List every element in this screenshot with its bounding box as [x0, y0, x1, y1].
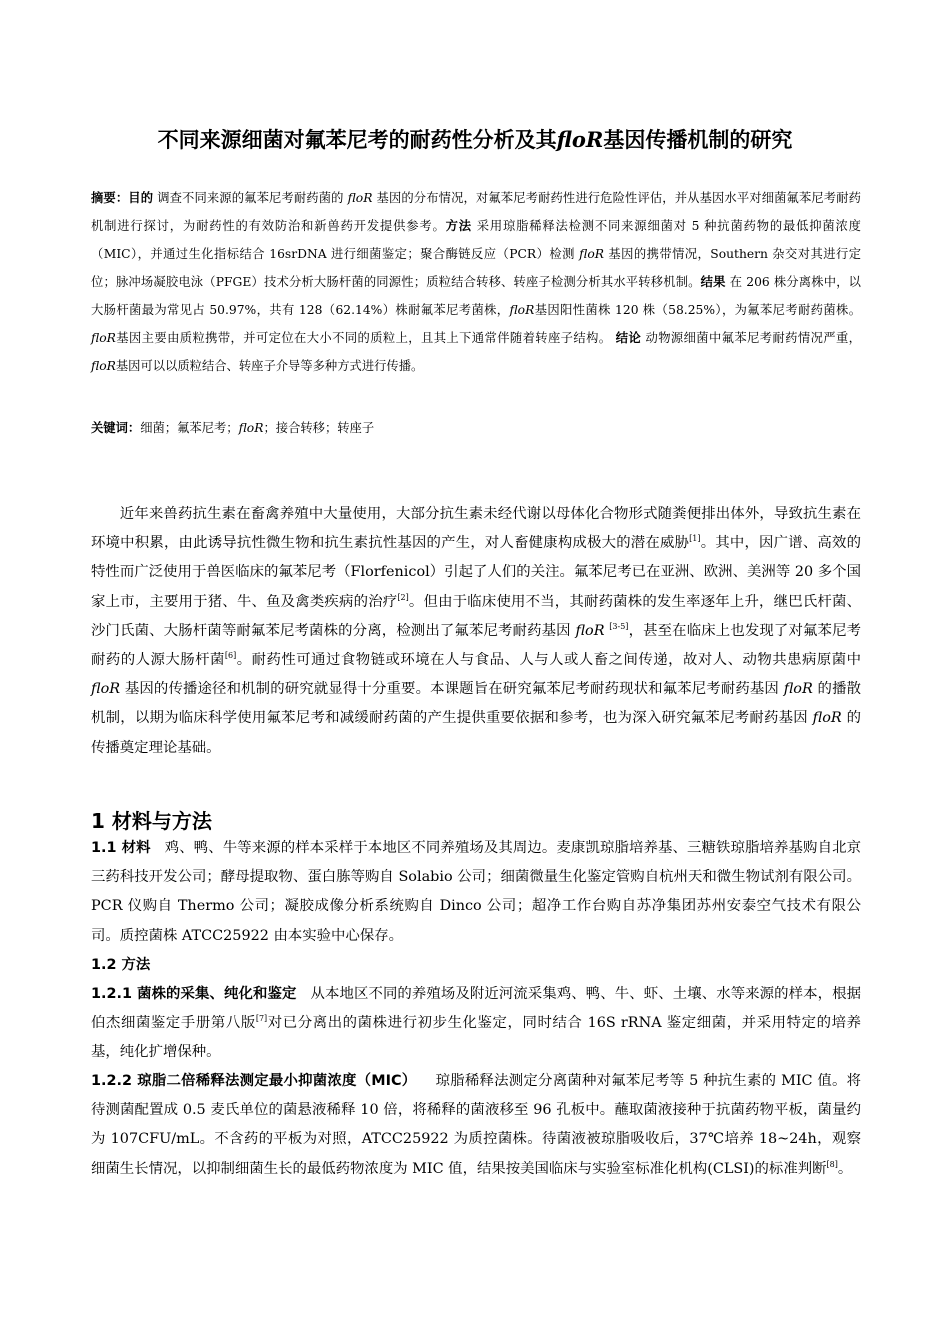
- citation: [7]: [255, 1014, 268, 1024]
- method-paragraph-text: 琼脂稀释法测定分离菌种对氟苯尼考等 5 种抗生素的 MIC 值。将待测菌配置成 0.5 麦氏单位的菌悬液稀释 10 倍，将稀释的菌液移至 96 孔板中。蘸取菌液接种于抗菌药物平板，菌量约为 107CFU/mL。不含药的平板为对照，ATCC25922 为质控菌株。待菌液被琼脂吸收后，37℃培养 18~24h，观察细菌生长情况，以抑制细菌生长的最低药物浓度为 MIC 值，结果按美国临床与实验室标准化机构(CLSI)的标准判断: [91, 1073, 861, 1177]
- keywords: [91, 414, 374, 442]
- title-text-before: 不同来源细菌对氟苯尼考的耐药性分析及其: [157, 128, 557, 152]
- title-text-after: 基因传播机制的研究: [603, 128, 793, 152]
- gene-name: floR: [812, 710, 842, 727]
- intro-text: 的传播奠定理论基础。: [91, 710, 862, 756]
- citation: [3-5]: [609, 621, 629, 631]
- gene-name: floR: [579, 247, 605, 261]
- gene-name: floR: [91, 359, 116, 373]
- paper-title: [60, 124, 890, 156]
- title-gene-name: floR: [556, 127, 604, 152]
- section-1-2-1: [91, 980, 861, 1068]
- citation: [8]: [826, 1159, 838, 1169]
- objective-label: 目的: [128, 191, 154, 205]
- gene-name: floR: [575, 622, 605, 639]
- objective-text-cont: 基因的分布情况，对氟苯尼考耐药性进行危险性评估，并从基因水平对细菌氟苯尼考耐药机制进行探讨，为耐药性的有效防治和新兽药开发提供参考。: [91, 191, 861, 233]
- abstract: [91, 184, 861, 380]
- section-heading-materials-methods: 1 材料与方法: [91, 809, 212, 833]
- method-text-cont: 基因的携带情况，Southern 杂交对其进行定位；脉冲场凝胶电泳（PFGE）技术分析大肠杆菌的同源性；质粒结合转移、转座子检测分析其水平转移机制。: [91, 247, 861, 289]
- keywords-text-cont: ；接合转移；转座子: [263, 421, 375, 435]
- gene-name: floR: [347, 191, 373, 205]
- subsection-label: 1.2.2 琼脂二倍稀释法测定最小抑菌浓度（MIC）: [91, 1073, 417, 1089]
- intro-text: ，甚至在临床上也发现了对氟苯尼考耐药的人源大肠杆菌: [91, 622, 862, 669]
- result-label: 结果: [700, 275, 726, 289]
- subsection-label: 1.1 材料: [91, 840, 151, 856]
- section-1-2-2: [91, 1067, 861, 1184]
- intro-text: 。耐药性可通过食物链或环境在人与食品、人与人或人畜之间传递，故对人、动物共患病原菌中: [236, 652, 861, 669]
- method-paragraph-text-cont: 。: [837, 1160, 853, 1177]
- gene-name: floR: [91, 331, 116, 345]
- citation: [1]: [689, 534, 701, 544]
- gene-name: floR: [238, 421, 264, 435]
- method-paragraph-text: 从本地区不同的养殖场及附近河流采集鸡、鸭、牛、虾、土壤、水等来源的样本，根据伯杰细菌鉴定手册第八版: [91, 986, 861, 1032]
- result-text-end: 基因主要由质粒携带，并可定位在大小不同的质粒上，且其上下通常伴随着转座子结构。: [115, 331, 612, 345]
- keywords-text: 细菌；氟苯尼考；: [140, 421, 239, 435]
- method-paragraph-text-cont: 对已分离出的菌株进行初步生化鉴定，同时结合 16S rRNA 鉴定细菌，并采用特定的培养基，纯化扩增保种。: [91, 1015, 861, 1061]
- intro-text: 的播散机制，以期为临床科学使用氟苯尼考和减缓耐药菌的产生提供重要依据和参考，也为深入研究氟苯尼考耐药基因: [91, 681, 862, 727]
- intro-text: 近年来兽药抗生素在畜禽养殖中大量使用，大部分抗生素未经代谢以母体化合物形式随粪便排出体外，导致抗生素在环境中积累，由此诱导抗性微生物和抗生素抗性基因的产生，对人畜健康构成极大的潜在威胁: [91, 506, 861, 552]
- citation: [6]: [224, 651, 237, 661]
- method-label: 方法: [445, 219, 472, 233]
- intro-text: 基因的传播途径和机制的研究就显得十分重要。本课题旨在研究氟苯尼考耐药现状和氟苯尼考耐药基因: [124, 681, 779, 698]
- introduction-paragraph: [91, 500, 861, 763]
- conclusion-text-cont: 基因可以以质粒结合、转座子介导等多种方式进行传播。: [115, 359, 424, 373]
- citation: [2]: [397, 592, 409, 602]
- gene-name: floR: [509, 303, 535, 317]
- keywords-label: 关键词：: [91, 421, 141, 435]
- gene-name: floR: [91, 681, 121, 698]
- section-1-1-materials: [91, 834, 861, 951]
- gene-name: floR: [783, 681, 813, 698]
- method-text: 采用琼脂稀释法检测不同来源细菌对 5 种抗菌药物的最低抑菌浓度（MIC），并通过生化指标结合 16srDNA 进行细菌鉴定；聚合酶链反应（PCR）检测: [91, 219, 861, 261]
- abstract-label: 摘要：: [91, 191, 129, 205]
- result-text: 在 206 株分离株中，以大肠杆菌最为常见占 50.97%，共有 128（62.14%）株耐氟苯尼考菌株，: [91, 275, 861, 317]
- objective-text: 调查不同来源的氟苯尼考耐药菌的: [157, 191, 344, 205]
- intro-text: 。其中，因广谱、高效的特性而广泛使用于兽医临床的氟苯尼考（Florfenicol）引起了人们的关注。氟苯尼考已在亚洲、欧洲、美洲等 20 多个国家上市，主要用于猪、牛、鱼及禽类疾病的治疗: [91, 535, 861, 610]
- materials-text: 鸡、鸭、牛等来源的样本采样于本地区不同养殖场及其周边。麦康凯琼脂培养基、三糖铁琼脂培养基购自北京三药科技开发公司；酵母提取物、蛋白胨等购自 Solabio 公司；细菌微量生化鉴定管购自杭州天和微生物试剂有限公司。PCR 仪购自 Thermo 公司；凝胶成像分析系统购自 Dinco 公司；超净工作台购自苏净集团苏州安泰空气技术有限公司。质控菌株 ATCC25922 由本实验中心保存。: [91, 840, 861, 944]
- conclusion-label: 结论: [615, 331, 642, 345]
- intro-text: 。但由于临床使用不当，其耐药菌株的发生率逐年上升，继巴氏杆菌、沙门氏菌、大肠杆菌等耐氟苯尼考菌株的分离，检测出了氟苯尼考耐药基因: [91, 593, 861, 639]
- subsection-label: 1.2.1 菌株的采集、纯化和鉴定: [91, 986, 297, 1002]
- result-text-cont: 基因阳性菌株 120 株（58.25%），为氟苯尼考耐药菌株。: [534, 303, 861, 317]
- subsection-heading-methods: 1.2 方法: [91, 957, 151, 973]
- conclusion-text: 动物源细菌中氟苯尼考耐药情况严重，: [645, 331, 861, 345]
